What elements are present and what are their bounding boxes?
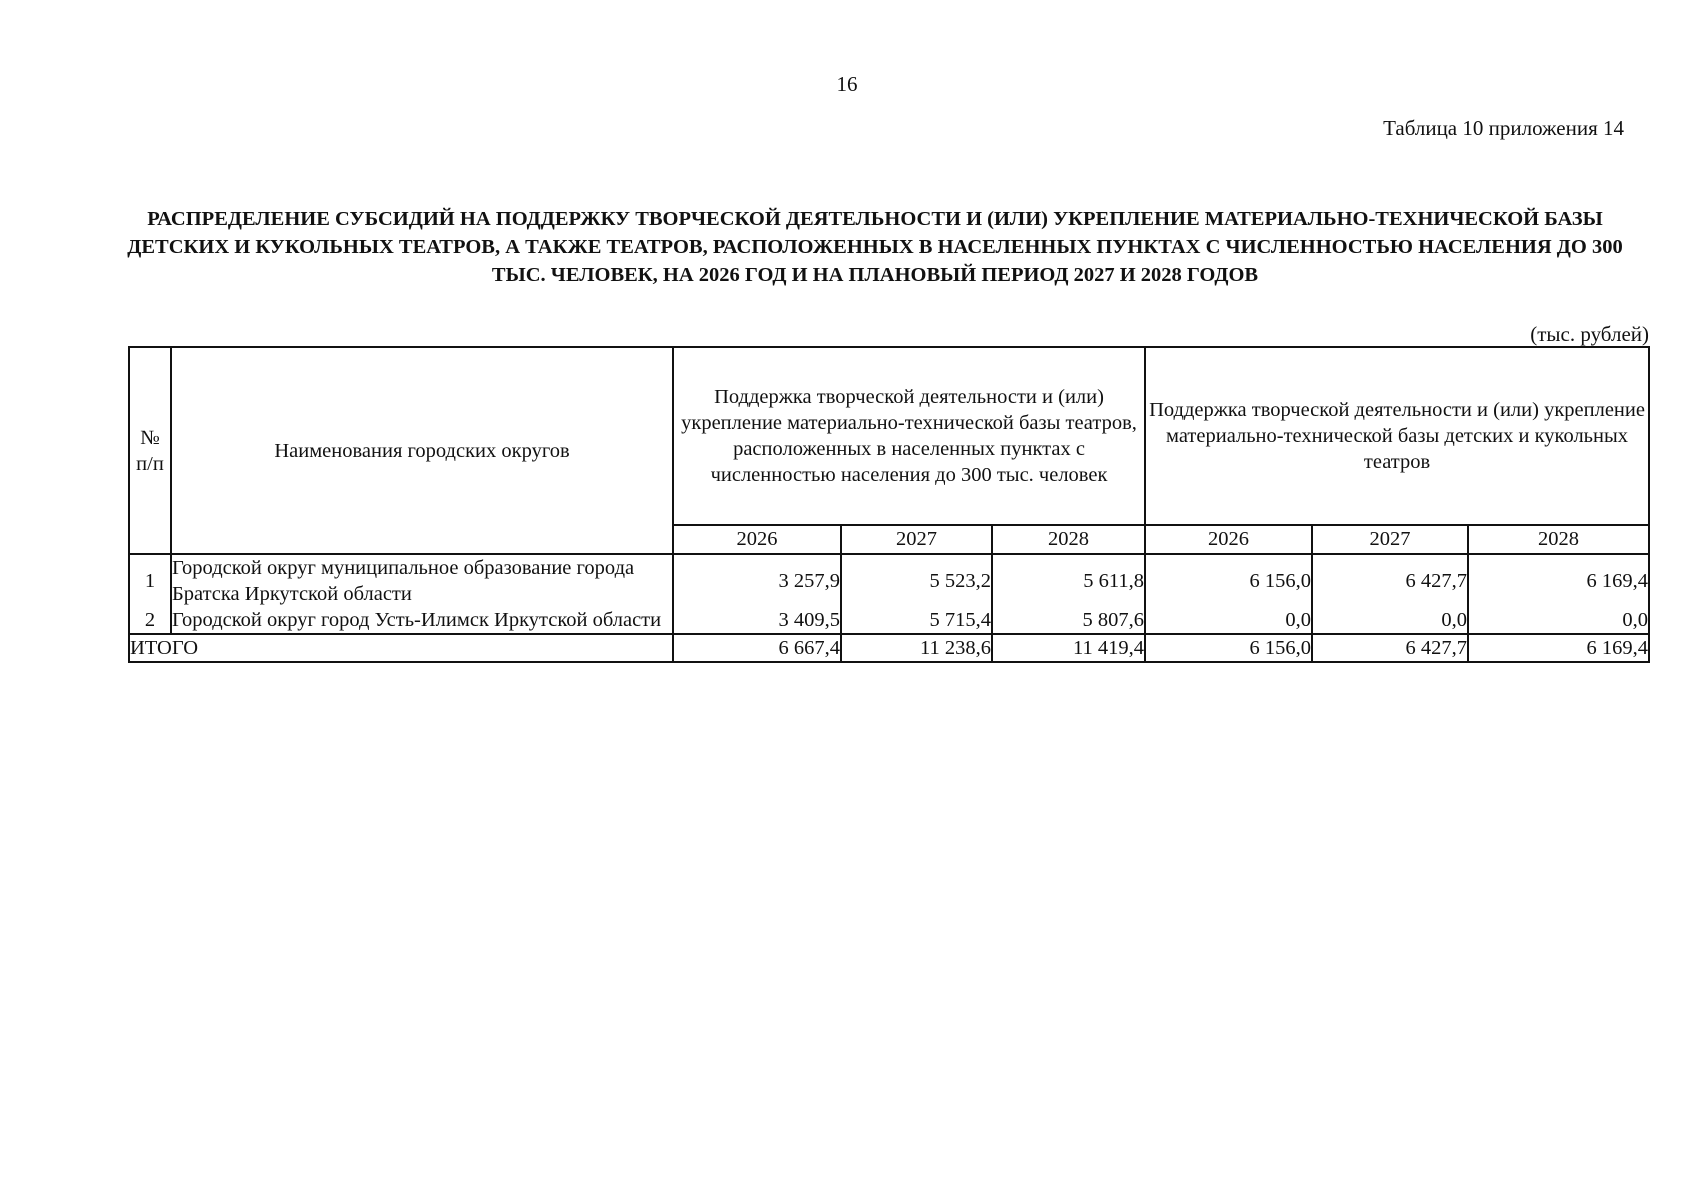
total-row [129, 634, 1649, 662]
table-reference: Таблица 10 приложения 14 [1383, 116, 1624, 140]
value-cell: 0,0 [1468, 607, 1649, 634]
document-title: РАСПРЕДЕЛЕНИЕ СУБСИДИЙ НА ПОДДЕРЖКУ ТВОРЧЕСКОЙ ДЕЯТЕЛЬНОСТИ И (ИЛИ) УКРЕПЛЕНИЕ МАТЕРИАЛЬНО-ТЕХНИЧЕСКОЙ БАЗЫ ДЕТСКИХ И КУКОЛЬНЫХ ТЕАТРОВ, А ТАКЖЕ ТЕАТРОВ, РАСПОЛОЖЕННЫХ В НАСЕЛЕННЫХ ПУНКТАХ С ЧИСЛЕННОСТЬЮ НАСЕЛЕНИЯ ДО 300 ТЫС. ЧЕЛОВЕК, НА 2026 ГОД И НА ПЛАНОВЫЙ ПЕРИОД 2027 И 2028 ГОДОВ [127, 208, 1623, 286]
total-value: 11 419,4 [992, 634, 1145, 662]
header-number: № п/п [129, 347, 171, 554]
value-cell: 3 409,5 [673, 607, 841, 634]
value-cell: 5 523,2 [841, 554, 992, 607]
header-year: 2028 [992, 525, 1145, 554]
value-cell: 0,0 [1312, 607, 1468, 634]
value-cell: 6 169,4 [1468, 554, 1649, 607]
row-number: 2 [129, 607, 171, 634]
header-year: 2027 [1312, 525, 1468, 554]
header-year: 2028 [1468, 525, 1649, 554]
value-cell: 3 257,9 [673, 554, 841, 607]
district-name: Городской округ муниципальное образование города Братска Иркутской области [171, 554, 673, 607]
value-cell: 5 807,6 [992, 607, 1145, 634]
total-value: 6 156,0 [1145, 634, 1312, 662]
value-cell: 5 611,8 [992, 554, 1145, 607]
total-value: 6 169,4 [1468, 634, 1649, 662]
total-value: 6 667,4 [673, 634, 841, 662]
header-year: 2026 [673, 525, 841, 554]
table-row [129, 607, 1649, 634]
page-number: 16 [836, 72, 858, 96]
district-name: Городской округ город Усть-Илимск Иркутской области [171, 607, 673, 634]
units-label: (тыс. рублей) [1530, 322, 1649, 346]
value-cell: 0,0 [1145, 607, 1312, 634]
total-value: 6 427,7 [1312, 634, 1468, 662]
table-row [129, 554, 1649, 607]
value-cell: 6 156,0 [1145, 554, 1312, 607]
header-district-name: Наименования городских округов [171, 347, 673, 554]
header-year: 2027 [841, 525, 992, 554]
header-group-theaters-under-300k: Поддержка творческой деятельности и (или) укрепление материально-технической базы театров, расположенных в населенных пунктах с численностью населения до 300 тыс. человек [673, 347, 1145, 525]
total-label: ИТОГО [129, 634, 673, 662]
header-year: 2026 [1145, 525, 1312, 554]
value-cell: 6 427,7 [1312, 554, 1468, 607]
header-group-children-puppet-theaters: Поддержка творческой деятельности и (или) укрепление материально-технической базы детских и кукольных театров [1145, 347, 1649, 525]
subsidy-table [128, 346, 1650, 663]
row-number: 1 [129, 554, 171, 607]
total-value: 11 238,6 [841, 634, 992, 662]
value-cell: 5 715,4 [841, 607, 992, 634]
